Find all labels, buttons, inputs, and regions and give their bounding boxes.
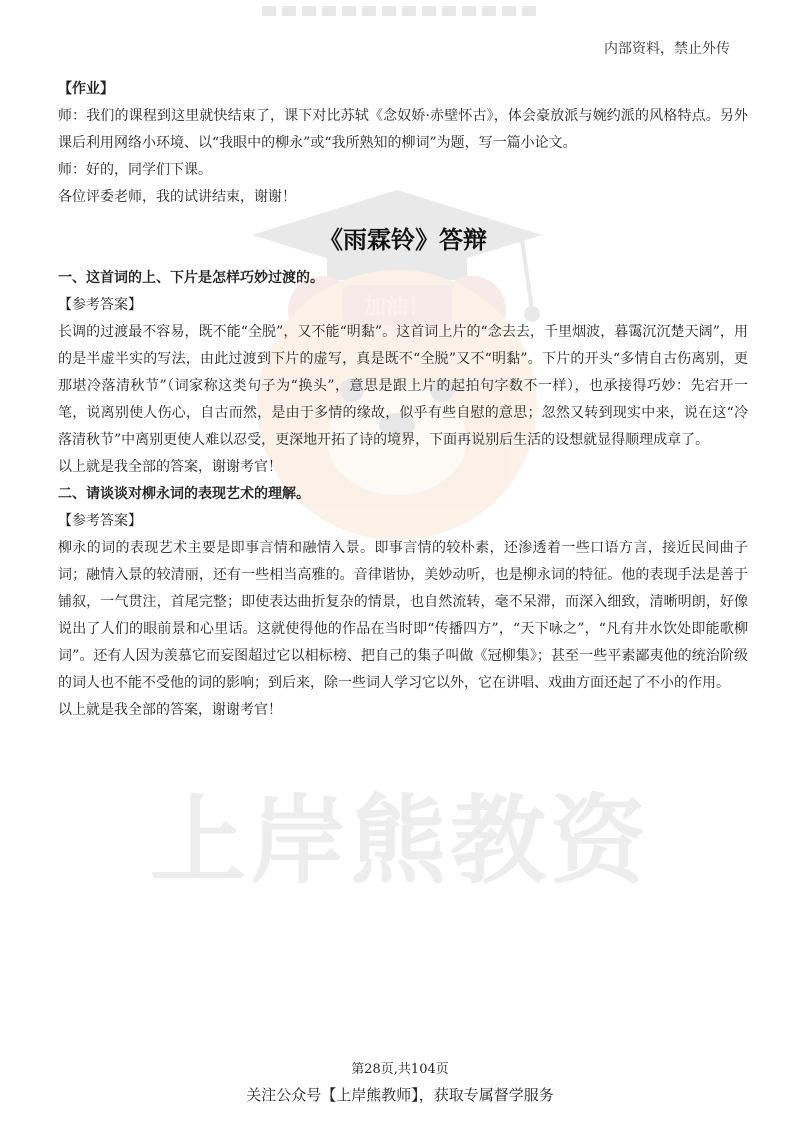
document-body [58, 76, 748, 724]
question-2: 二、请谈谈对柳永词的表现艺术的理解。 [58, 486, 310, 502]
q1-closing: 以上就是我全部的答案，谢谢考官！ [58, 459, 282, 475]
top-faint-header-line [262, 6, 542, 16]
question-1: 一、这首词的上、下片是怎样巧妙过渡的。 [58, 270, 324, 286]
brand-watermark: 上岸熊教资 [150, 785, 650, 897]
q1-answer-label: 【参考答案】 [58, 297, 142, 313]
q2-answer-label: 【参考答案】 [58, 513, 142, 529]
homework-paragraph-2: 师：好的，同学们下课。 [58, 162, 212, 178]
q2-answer: 柳永的词的表现艺术主要是即事言情和融情入景。即事言情的较朴素，还渗透着一些口语方言，接近民间曲子词；融情入景的较清丽，还有一些相当高雅的。音律谐协，美妙动听，也是柳永词的特征。他的表现手法是善于铺叙，一气贯注，首尾完整；即使表达曲折复杂的情景，也自然流转，毫不呆滞，而深入细致，清晰明朗，好像说出了人们的眼前景和心里话。这就使得他的作品在当时即“传播四方”，“天下咏之”，“凡有井水饮处即能歌柳词”。还有人因为羡慕它而妄图超过它以相标榜、把自己的集子叫做《冠柳集》；甚至一些平素鄙夷他的统治阶级的词人也不能不受他的词的影响；到后来，除一些词人学习它以外，它在讲唱、戏曲方面还起了不小的作用。 [58, 540, 748, 691]
mascot-badge-text: 加油！ [363, 295, 431, 320]
page-number: 第28页,共104页 [351, 1062, 449, 1077]
q2-closing: 以上就是我全部的答案，谢谢考官！ [58, 702, 282, 718]
homework-heading: 【作业】 [58, 81, 114, 97]
q1-answer: 长调的过渡最不容易，既不能“全脱”，又不能“明黏”。这首词上片的“念去去，千里烟波，暮霭沉沉楚天阔”，用的是半虚半实的写法，由此过渡到下片的虚写，真是既不“全脱”又不“明黏”。下片的开头“多情自古伤离别，更那堪冷落清秋节”（词家称这类句子为“换头”，意思是跟上片的起拍句字数不一样），也承接得巧妙：先宕开一笔，说离别使人伤心，自古而然，是由于多情的缘故，似乎有些自慰的意思；忽然又转到现实中来，说在这“冷落清秋节”中离别更使人难以忍受，更深地开拓了诗的境界，下面再说别后生活的设想就显得顺理成章了。 [58, 324, 748, 448]
page-title: 《雨霖铃》答辩 [319, 225, 487, 254]
homework-paragraph-3: 各位评委老师，我的试讲结束，谢谢！ [58, 189, 296, 205]
homework-paragraph-1: 师：我们的课程到这里就快结束了，课下对比苏轼《念奴娇·赤壁怀古》，体会豪放派与婉约派的风格特点。另外课后利用网络小环境、以“我眼中的柳永”或“我所熟知的柳词”为题，写一篇小论文。 [58, 108, 748, 151]
footer-promo: 关注公众号【上岸熊教师】，获取专属督学服务 [246, 1086, 554, 1104]
confidential-note: 内部资料，禁止外传 [604, 41, 730, 57]
